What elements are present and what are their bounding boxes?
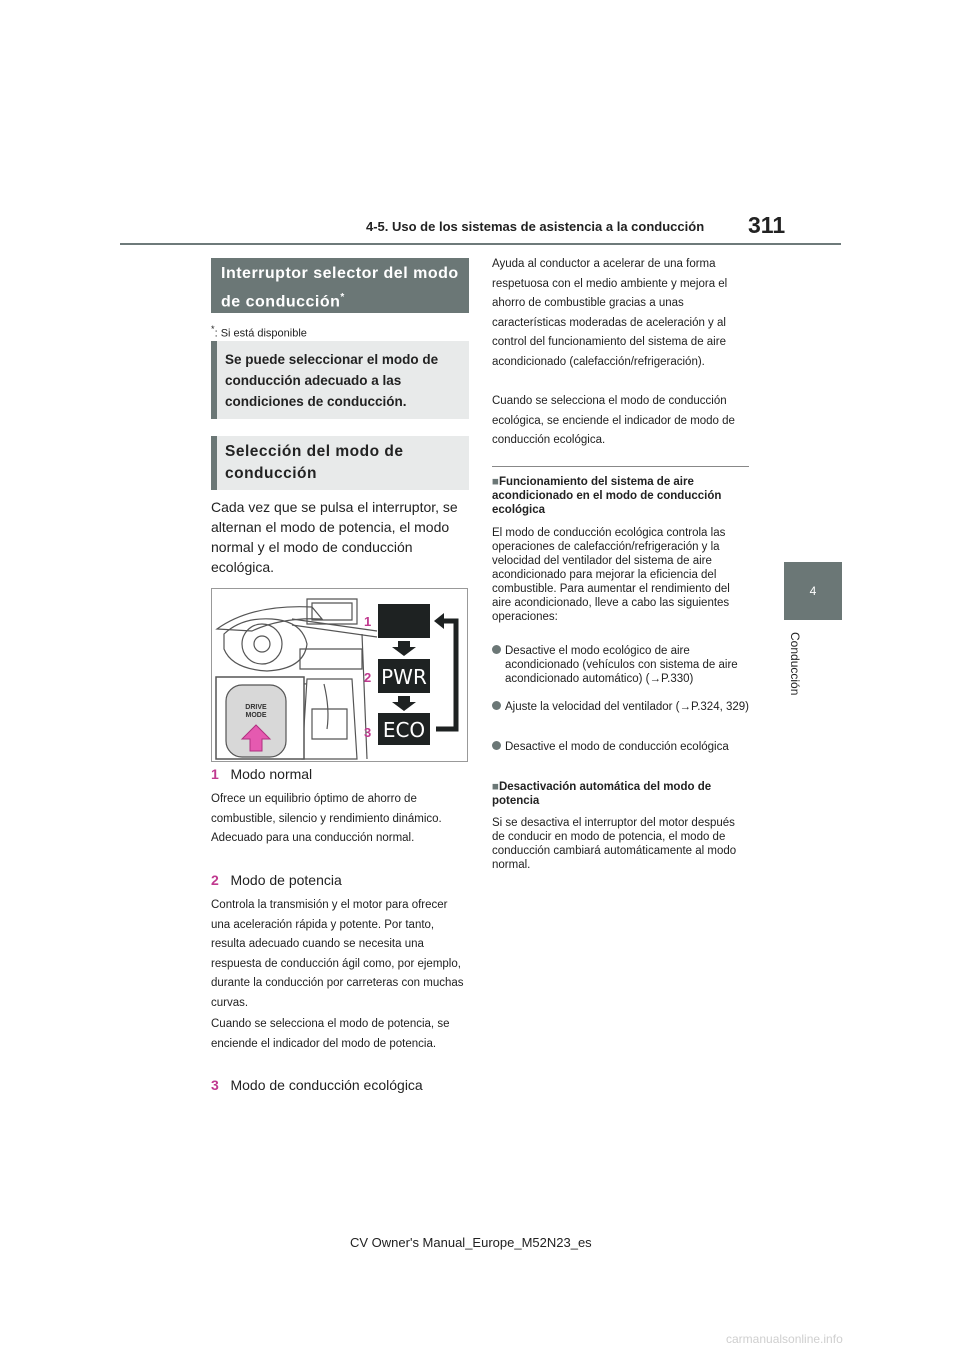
subheading-ac-eco xyxy=(492,475,750,517)
mode-1-heading xyxy=(211,766,312,782)
list-item-text: Ajuste la velocidad del ventilador (→P.324, 329) xyxy=(505,701,749,713)
section-heading-mode-selection: Selección del modo de conducción xyxy=(211,436,469,490)
list-item xyxy=(492,740,750,754)
footnote-mark: * xyxy=(211,324,215,334)
chapter-label: Conducción xyxy=(788,632,802,696)
intro-paragraph: Cada vez que se pulsa el interruptor, se alternan el modo de potencia, el modo normal y el modo de conducción ecológica. xyxy=(211,499,458,575)
dashboard-drawing xyxy=(212,589,468,762)
mode-3-heading xyxy=(211,1077,423,1093)
mode-1-title: Modo normal xyxy=(230,766,313,782)
section-heading-selector xyxy=(211,258,469,313)
drive-label: DRIVE xyxy=(245,704,267,711)
asterisk: * xyxy=(340,292,345,303)
mode-2-number: 2 xyxy=(211,872,219,888)
callout-3: 3 xyxy=(364,725,372,740)
section-title: Interruptor selector del modo de conducción xyxy=(221,265,459,311)
callout-2: 2 xyxy=(364,670,372,685)
header-rule xyxy=(120,243,841,245)
ac-eco-text: El modo de conducción ecológica controla las operaciones de calefacción/refrigeración y la velocidad del ventilador del sistema de aire acondicionado para mejorar la eficiencia del combustible. Para aumentar el rendimiento del aire acondicionado, lleve a cabo las siguientes operaciones: xyxy=(492,527,730,623)
list-item xyxy=(492,700,750,714)
mode-3-number: 3 xyxy=(211,1077,219,1093)
square-bullet-icon: ■ xyxy=(492,781,499,793)
watermark: carmanualsonline.info xyxy=(726,1332,843,1346)
pwr-indicator: PWR xyxy=(381,665,427,689)
mode-2-title: Modo de potencia xyxy=(230,872,342,888)
list-item xyxy=(492,644,750,686)
footnote xyxy=(211,324,307,340)
mode-1-number: 1 xyxy=(211,766,219,782)
bullet-dot-icon xyxy=(492,701,501,710)
header-section-title: 4-5. Uso de los sistemas de asistencia a la conducción xyxy=(366,219,705,234)
mode-1-text: Ofrece un equilibrio óptimo de ahorro de combustible, silencio y rendimiento dinámico. Adecuado para una conducción normal. xyxy=(211,793,442,844)
chapter-tab[interactable] xyxy=(784,562,842,620)
mode-label: MODE xyxy=(245,712,267,719)
list-item-text: Desactive el modo de conducción ecológica xyxy=(505,741,729,753)
callout-1: 1 xyxy=(364,614,372,629)
bullet-dot-icon xyxy=(492,741,501,750)
page-number: 311 xyxy=(748,212,786,238)
subheading-auto-cancel-text: Desactivación automática del modo de potencia xyxy=(492,781,712,807)
mode-2-heading xyxy=(211,872,342,888)
square-bullet-icon: ■ xyxy=(492,476,499,488)
divider xyxy=(492,466,749,467)
summary-box: Se puede seleccionar el modo de conducción adecuado a las condiciones de conducción. xyxy=(211,341,469,419)
subheading-auto-cancel xyxy=(492,780,750,808)
eco-indicator: ECO xyxy=(382,718,426,742)
subheading-ac-eco-text: Funcionamiento del sistema de aire acondicionado en el modo de conducción ecológica xyxy=(492,476,722,516)
eco-description: Ayuda al conductor a acelerar de una forma respetuosa con el medio ambiente y mejora el ahorro de combustible gracias a unas características moderadas de aceleración y al control del funcionamiento del sistema de aire acondicionado (calefacción/refrigeración). xyxy=(492,258,728,368)
bullet-dot-icon xyxy=(492,645,501,654)
mode-2-text-2: Cuando se selecciona el modo de potencia, se enciende el indicador del modo de potencia. xyxy=(211,1018,450,1050)
eco-indicator-note: Cuando se selecciona el modo de conducción ecológica, se enciende el indicador de modo de conducción ecológica. xyxy=(492,395,735,446)
mode-2-text: Controla la transmisión y el motor para ofrecer una aceleración rápida y potente. Por tanto, resulta adecuado cuando se necesita una respuesta de conducción ágil como, por ejemplo, durante la conducción por carreteras con muchas curvas. xyxy=(211,899,464,1009)
chapter-number: 4 xyxy=(809,584,817,598)
footer-manual-id: CV Owner's Manual_Europe_M52N23_es xyxy=(350,1235,592,1250)
auto-cancel-text: Si se desactiva el interruptor del motor después de conducir en modo de potencia, el modo de conducción cambiará automáticamente al modo normal. xyxy=(492,817,737,871)
drive-mode-illustration xyxy=(211,588,468,762)
mode-3-title: Modo de conducción ecológica xyxy=(230,1077,423,1093)
footnote-text: : Si está disponible xyxy=(214,327,307,340)
list-item-text: Desactive el modo ecológico de aire acondicionado (vehículos con sistema de aire acondicionado automático) (→P.330) xyxy=(505,645,738,685)
